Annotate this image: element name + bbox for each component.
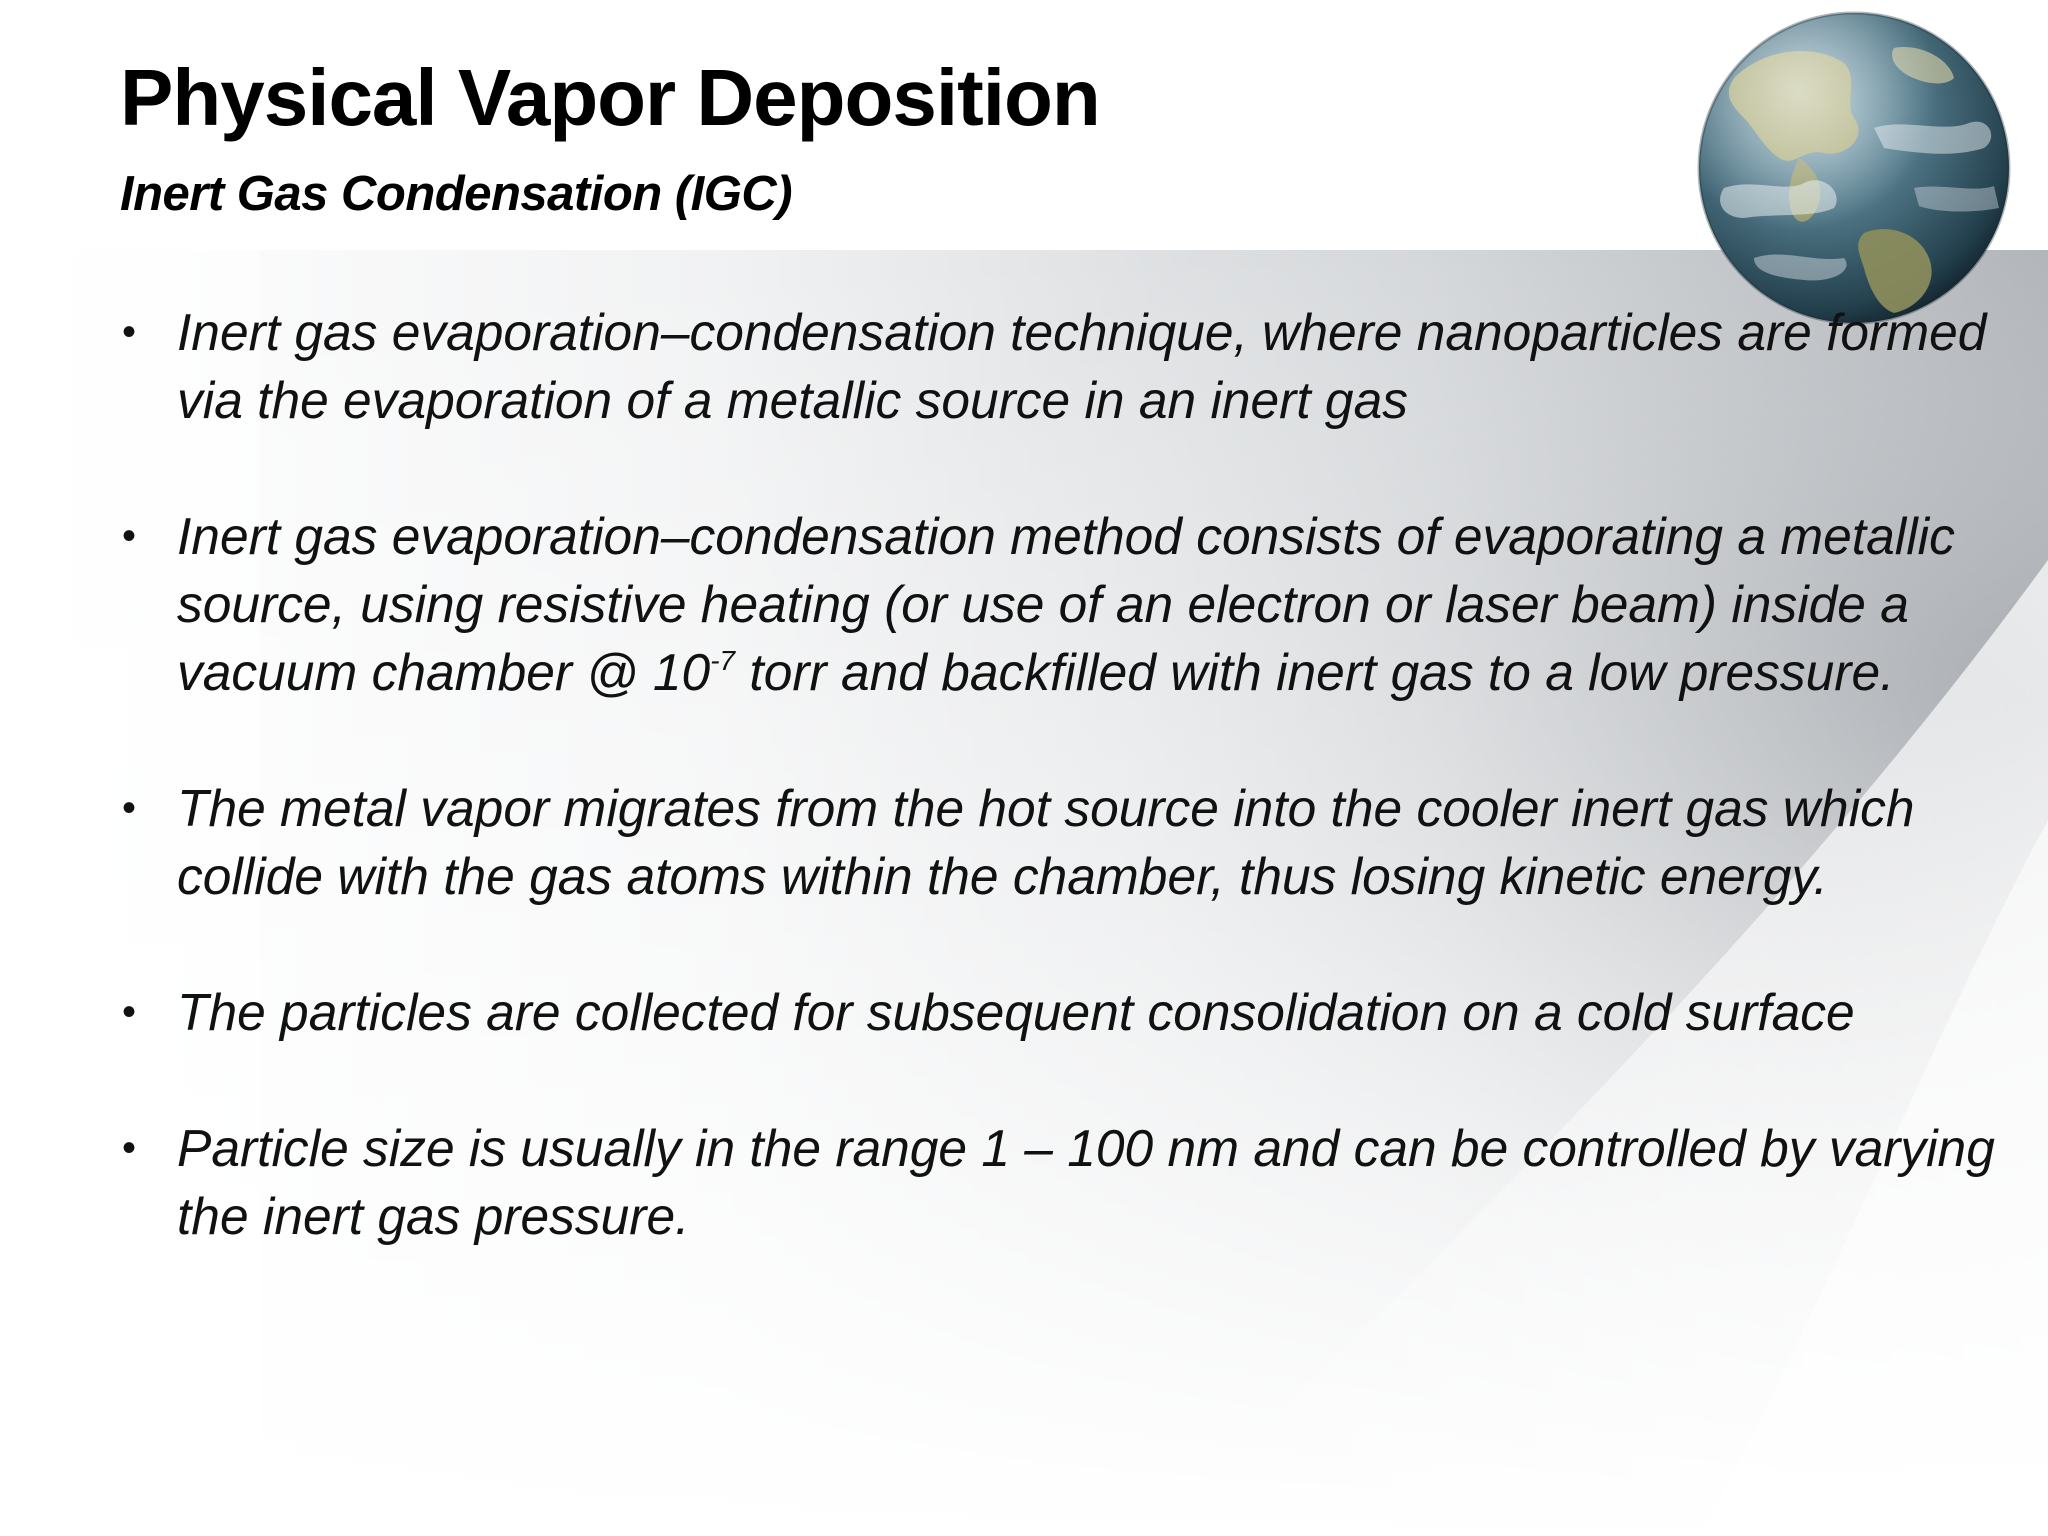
bullet-item xyxy=(120,502,2020,706)
slide-subtitle: Inert Gas Condensation (IGC) xyxy=(120,167,793,221)
bullet-text-part: torr and backfilled with inert gas to a low pressure. xyxy=(735,643,1895,701)
earth-globe-icon xyxy=(1694,8,2014,328)
bullet-text: The particles are collected for subsequent consolidation on a cold surface xyxy=(177,983,1855,1041)
slide-title: Physical Vapor Deposition xyxy=(120,53,1100,142)
bullet-marker: • xyxy=(122,514,137,558)
bullet-text: The metal vapor migrates from the hot source into the cooler inert gas which collide with the gas atoms within the chamber, thus losing kinetic energy. xyxy=(177,779,1915,905)
bullet-list xyxy=(120,298,2020,1318)
bullet-text: Particle size is usually in the range 1 – 100 nm and can be controlled by varying the inert gas pressure. xyxy=(177,1119,1995,1245)
bullet-item xyxy=(120,774,2020,910)
bullet-item xyxy=(120,978,2020,1046)
bullet-marker: • xyxy=(122,310,137,354)
bullet-marker: • xyxy=(122,786,137,830)
exponent: -7 xyxy=(710,645,736,676)
bullet-item xyxy=(120,298,2020,434)
bullet-marker: • xyxy=(122,990,137,1034)
bullet-text: Inert gas evaporation–condensation technique, where nanoparticles are formed via the evaporation of a metallic source in an inert gas xyxy=(177,303,1987,429)
bullet-marker: • xyxy=(122,1126,137,1170)
bullet-text-part: Inert gas evaporation–condensation method consists of evaporating a metallic source, using resistive heating (or use of an electron or laser beam) inside a vacuum chamber @ 10 xyxy=(177,507,1955,701)
bullet-text xyxy=(177,507,1955,701)
bullet-item xyxy=(120,1114,2020,1250)
